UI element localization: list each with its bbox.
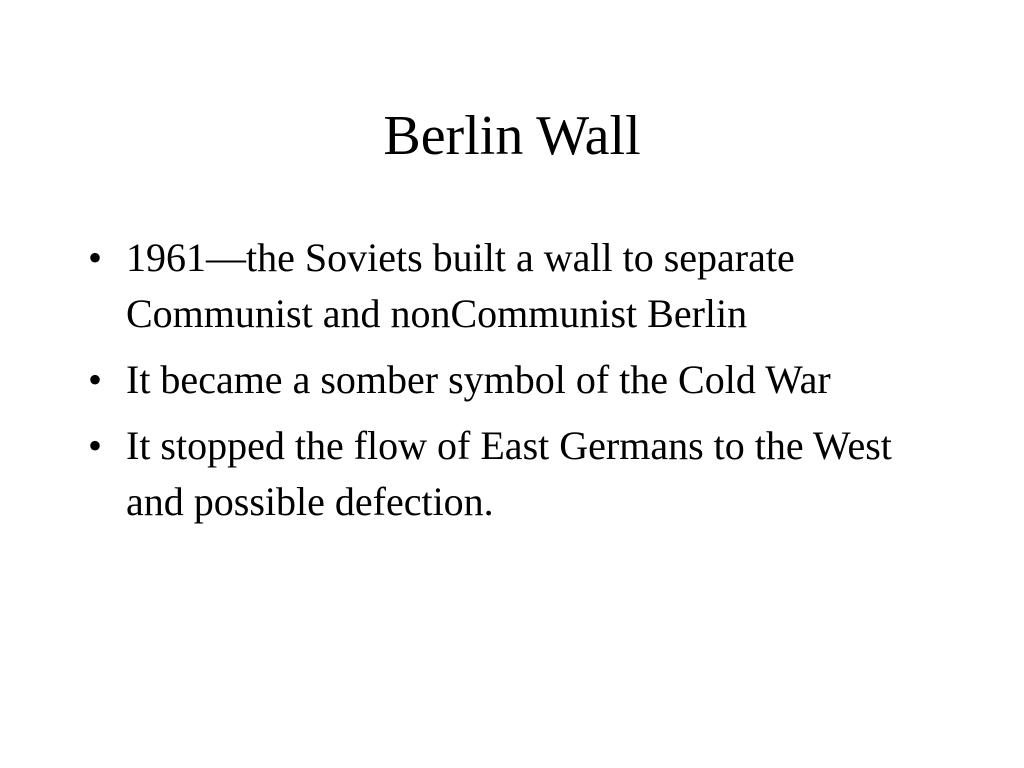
bullet-item	[88, 418, 948, 530]
slide-title: Berlin Wall	[383, 105, 641, 167]
bullet-text: 1961—the Soviets built a wall to separate Communist and nonCommunist Berlin	[126, 235, 795, 336]
bullet-marker: •	[88, 357, 103, 402]
bullet-marker: •	[88, 235, 103, 280]
bullet-text: It stopped the flow of East Germans to the West and possible defection.	[126, 423, 892, 524]
bullet-list	[88, 230, 948, 540]
bullet-text: It became a somber symbol of the Cold War	[126, 357, 831, 402]
bullet-item	[88, 230, 948, 342]
bullet-marker: •	[88, 423, 103, 468]
bullet-item	[88, 352, 948, 408]
